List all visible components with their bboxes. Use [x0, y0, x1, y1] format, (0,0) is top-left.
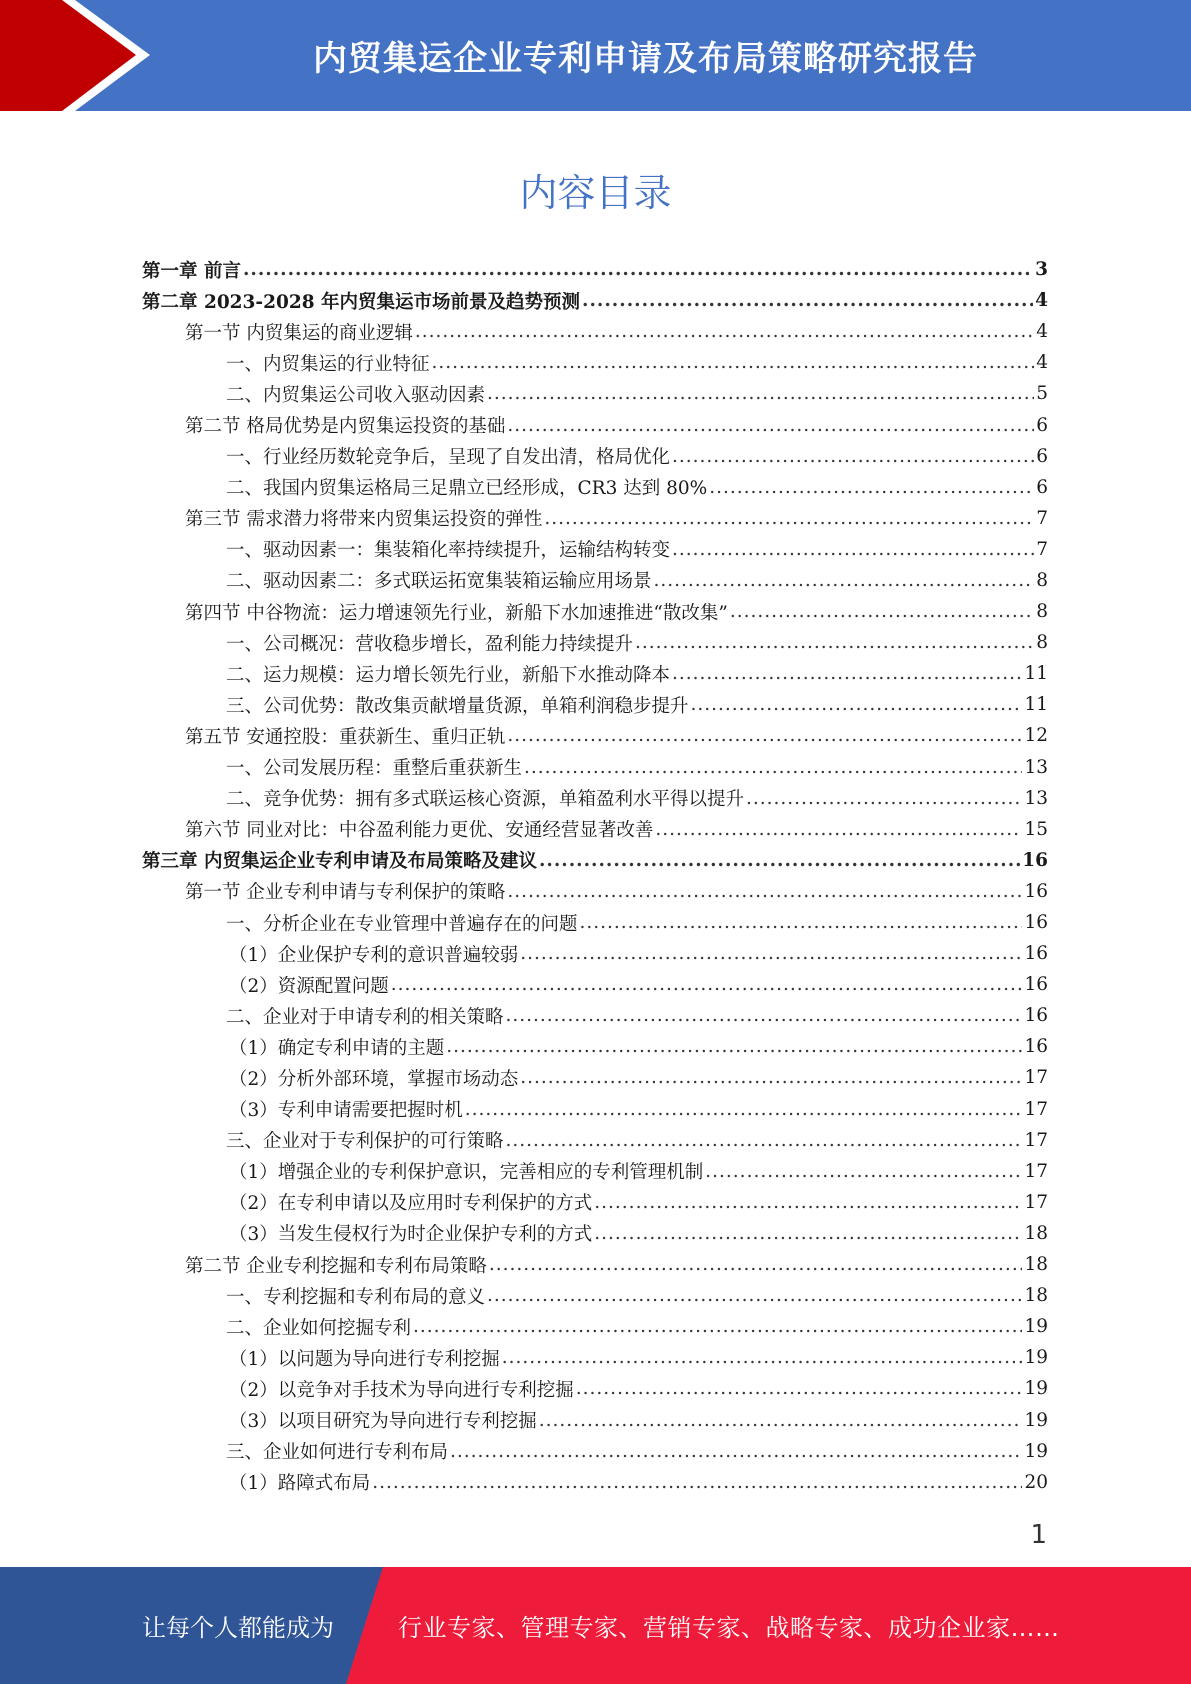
toc-dot-leader	[524, 757, 1022, 778]
toc-entry-page: 8	[1036, 632, 1048, 654]
toc-dot-leader	[582, 290, 1033, 311]
toc-entry-title: （1）增强企业的专利保护意识，完善相应的专利管理机制	[229, 1162, 704, 1184]
toc-dot-leader	[446, 1036, 1022, 1057]
toc-entry[interactable]	[142, 565, 1048, 596]
toc-dot-leader	[730, 601, 1034, 622]
toc-entry[interactable]	[142, 1125, 1048, 1156]
toc-entry-title: 一、专利挖掘和专利布局的意义	[226, 1286, 486, 1308]
toc-entry-title: （3）专利申请需要把握时机	[229, 1100, 463, 1122]
toc-entry-page: 7	[1036, 538, 1048, 560]
toc-entry-page: 16	[1024, 1036, 1048, 1058]
toc-entry[interactable]	[142, 254, 1048, 285]
toc-entry-title: （3）以项目研究为导向进行专利挖掘	[229, 1411, 537, 1433]
toc-entry-page: 19	[1024, 1378, 1048, 1400]
toc-entry-page: 17	[1024, 1191, 1048, 1213]
toc-entry-title: 第四节 中谷物流：运力增速领先行业，新船下水加速推进“散改集”	[185, 602, 728, 624]
toc-entry-title: 一、行业经历数轮竞争后，呈现了自发出清，格局优化	[226, 447, 671, 469]
toc-entry[interactable]	[142, 441, 1048, 472]
toc-entry[interactable]	[142, 1156, 1048, 1187]
toc-dot-leader	[391, 974, 1023, 995]
toc-entry-title: 一、内贸集运的行业特征	[226, 353, 430, 375]
toc-dot-leader	[432, 352, 1035, 373]
toc-entry-title: 二、企业如何挖掘专利	[226, 1317, 412, 1339]
toc-entry-page: 18	[1024, 1254, 1048, 1276]
toc-entry-page: 6	[1036, 414, 1048, 436]
toc-heading: 内容目录	[519, 171, 672, 215]
toc-entry[interactable]	[142, 1342, 1048, 1373]
toc-entry[interactable]	[142, 783, 1048, 814]
toc-entry[interactable]	[142, 347, 1048, 378]
toc-entry-title: 第五节 安通控股：重获新生、重归正轨	[185, 726, 506, 748]
toc-dot-leader	[450, 1441, 1022, 1462]
toc-entry-page: 11	[1024, 663, 1048, 685]
toc-dot-leader	[672, 446, 1034, 467]
toc-dot-leader	[544, 508, 1034, 529]
toc-entry-page: 20	[1024, 1471, 1048, 1493]
toc-entry-page: 19	[1024, 1316, 1048, 1338]
toc-dot-leader	[465, 1099, 1023, 1120]
toc-entry[interactable]	[142, 596, 1048, 627]
toc-entry-title: （1）企业保护专利的意识普遍较弱	[229, 944, 519, 966]
toc-entry-title: （1）路障式布局	[229, 1473, 371, 1495]
toc-entry[interactable]	[142, 938, 1048, 969]
toc-dot-leader	[487, 1285, 1022, 1306]
toc-entry-title: （1）以问题为导向进行专利挖掘	[229, 1348, 500, 1370]
toc-entry[interactable]	[142, 1000, 1048, 1031]
toc-entry-title: （2）以竞争对手技术为导向进行专利挖掘	[229, 1379, 574, 1401]
toc-dot-leader	[243, 259, 1033, 280]
toc-entry[interactable]	[142, 1280, 1048, 1311]
toc-entry-page: 5	[1036, 383, 1048, 405]
toc-entry-title: （3）当发生侵权行为时企业保护专利的方式	[229, 1224, 593, 1246]
toc-entry-title: 二、内贸集运公司收入驱动因素	[226, 384, 486, 406]
toc-dot-leader	[520, 943, 1022, 964]
toc-entry[interactable]	[142, 1467, 1048, 1498]
toc-dot-leader	[372, 1472, 1022, 1493]
page-number: 1	[1030, 1520, 1047, 1550]
toc-entry-page: 17	[1024, 1160, 1048, 1182]
toc-entry-page: 4	[1035, 290, 1048, 312]
toc-entry-page: 16	[1024, 912, 1048, 934]
toc-dot-leader	[502, 1347, 1023, 1368]
report-title: 内贸集运企业专利申请及布局策略研究报告	[313, 39, 978, 79]
toc-entry-title: 第一节 企业专利申请与专利保护的策略	[185, 882, 506, 904]
toc-entry-title: 三、企业对于专利保护的可行策略	[226, 1131, 504, 1153]
toc-dot-leader	[539, 850, 1020, 871]
toc-dot-leader	[415, 321, 1034, 342]
toc-entry-page: 16	[1022, 849, 1048, 871]
toc-dot-leader	[594, 1223, 1022, 1244]
toc-entry[interactable]	[142, 720, 1048, 751]
toc-entry-page: 6	[1036, 476, 1048, 498]
toc-entry-title: 一、驱动因素一：集装箱化率持续提升，运输结构转变	[226, 540, 671, 562]
toc-entry[interactable]	[142, 1249, 1048, 1280]
toc-entry[interactable]	[142, 658, 1048, 689]
toc-entry-page: 17	[1024, 1129, 1048, 1151]
toc-entry-page: 18	[1024, 1285, 1048, 1307]
toc-entry-title: （2）资源配置问题	[229, 975, 389, 997]
toc-entry-page: 19	[1024, 1440, 1048, 1462]
toc-entry-page: 17	[1024, 1067, 1048, 1089]
toc-entry[interactable]	[142, 409, 1048, 440]
toc-dot-leader	[507, 415, 1034, 436]
toc-entry-page: 15	[1024, 818, 1048, 840]
toc-dot-leader	[576, 1378, 1023, 1399]
toc-entry-page: 3	[1035, 259, 1048, 281]
toc-dot-leader	[487, 383, 1034, 404]
toc-entry[interactable]	[142, 1218, 1048, 1249]
toc-entry-page: 13	[1024, 756, 1048, 778]
toc-dot-leader	[507, 725, 1022, 746]
toc-entry-title: 二、运力规模：运力增长领先行业，新船下水推动降本	[226, 664, 671, 686]
toc-entry-page: 8	[1036, 601, 1048, 623]
toc-entry[interactable]	[142, 627, 1048, 658]
footer-slogan-right: 行业专家、管理专家、营销专家、战略专家、成功企业家……	[398, 1614, 1060, 1642]
toc-entry-page: 7	[1036, 507, 1048, 529]
toc-dot-leader	[580, 912, 1023, 933]
toc-dot-leader	[672, 539, 1034, 560]
toc-entry[interactable]	[142, 1031, 1048, 1062]
toc-entry-title: 二、驱动因素二：多式联运拓宽集装箱运输应用场景	[226, 571, 652, 593]
toc-entry-page: 11	[1024, 694, 1048, 716]
toc-entry-title: 二、我国内贸集运格局三足鼎立已经形成，CR3 达到 80%	[226, 478, 708, 500]
toc-entry[interactable]	[142, 752, 1048, 783]
toc-dot-leader	[705, 1161, 1022, 1182]
toc-dot-leader	[635, 632, 1034, 653]
toc-entry-title: 第二节 企业专利挖掘和专利布局策略	[185, 1255, 487, 1277]
toc-entry[interactable]	[142, 1187, 1048, 1218]
toc-entry-title: 第三章 内贸集运企业专利申请及布局策略及建议	[142, 851, 537, 873]
toc-entry[interactable]	[142, 1094, 1048, 1125]
toc-dot-leader	[709, 477, 1034, 498]
toc-dot-leader	[520, 1067, 1022, 1088]
footer-banner	[0, 1567, 1191, 1684]
toc-entry-title: 一、分析企业在专业管理中普遍存在的问题	[226, 913, 578, 935]
toc-entry-title: 三、公司优势：散改集贡献增量货源，单箱利润稳步提升	[226, 695, 689, 717]
toc-entry[interactable]	[142, 1404, 1048, 1435]
toc-dot-leader	[746, 788, 1022, 809]
toc-entry[interactable]	[142, 1436, 1048, 1467]
toc-entry-page: 6	[1036, 445, 1048, 467]
toc-entry[interactable]	[142, 689, 1048, 720]
toc-entry-page: 19	[1024, 1409, 1048, 1431]
toc-entry[interactable]	[142, 1311, 1048, 1342]
toc-dot-leader	[691, 694, 1023, 715]
toc-entry-page: 4	[1036, 321, 1048, 343]
toc-entry-page: 18	[1024, 1222, 1048, 1244]
toc-dot-leader	[594, 1192, 1022, 1213]
toc-entry[interactable]	[142, 285, 1048, 316]
table-of-contents	[142, 254, 1048, 1498]
toc-entry-page: 16	[1024, 880, 1048, 902]
toc-entry-title: 一、公司概况：营收稳步增长，盈利能力持续提升	[226, 633, 634, 655]
toc-dot-leader	[489, 1254, 1023, 1275]
toc-dot-leader	[539, 1410, 1023, 1431]
toc-entry-page: 19	[1024, 1347, 1048, 1369]
toc-dot-leader	[506, 1130, 1023, 1151]
toc-dot-leader	[507, 881, 1022, 902]
toc-entry[interactable]	[142, 814, 1048, 845]
toc-entry-title: 一、公司发展历程：重整后重获新生	[226, 758, 523, 780]
toc-entry-page: 4	[1036, 352, 1048, 374]
header-banner	[0, 0, 1191, 111]
toc-entry-title: （2）分析外部环境，掌握市场动态	[229, 1068, 519, 1090]
toc-dot-leader	[672, 663, 1022, 684]
toc-entry[interactable]	[142, 1062, 1048, 1093]
toc-entry-page: 16	[1024, 1005, 1048, 1027]
toc-entry[interactable]	[142, 378, 1048, 409]
toc-entry-title: 第三节 需求潜力将带来内贸集运投资的弹性	[185, 509, 543, 531]
toc-entry[interactable]	[142, 845, 1048, 876]
toc-dot-leader	[413, 1316, 1022, 1337]
toc-entry-page: 12	[1024, 725, 1048, 747]
toc-entry[interactable]	[142, 534, 1048, 565]
toc-entry-title: 第一章 前言	[142, 260, 241, 282]
toc-entry-title: 第六节 同业对比：中谷盈利能力更优、安通经营显著改善	[185, 820, 654, 842]
toc-entry-page: 16	[1024, 943, 1048, 965]
toc-entry-page: 8	[1036, 569, 1048, 591]
toc-entry[interactable]	[142, 876, 1048, 907]
toc-entry[interactable]	[142, 907, 1048, 938]
toc-entry-title: 第二节 格局优势是内贸集运投资的基础	[185, 416, 506, 438]
toc-entry-title: 二、企业对于申请专利的相关策略	[226, 1006, 504, 1028]
toc-dot-leader	[506, 1005, 1023, 1026]
toc-entry-title: 二、竞争优势：拥有多式联运核心资源，单箱盈利水平得以提升	[226, 789, 745, 811]
toc-entry[interactable]	[142, 316, 1048, 347]
toc-entry[interactable]	[142, 969, 1048, 1000]
toc-entry[interactable]	[142, 503, 1048, 534]
toc-dot-leader	[655, 819, 1022, 840]
toc-entry-page: 17	[1024, 1098, 1048, 1120]
footer-slogan-left: 让每个人都能成为	[142, 1614, 334, 1642]
toc-entry-title: 第二章 2023-2028 年内贸集运市场前景及趋势预测	[142, 291, 581, 313]
toc-dot-leader	[654, 570, 1035, 591]
toc-entry[interactable]	[142, 1373, 1048, 1404]
toc-entry-page: 13	[1024, 787, 1048, 809]
toc-entry-title: （1）确定专利申请的主题	[229, 1037, 445, 1059]
toc-entry-title: 三、企业如何进行专利布局	[226, 1442, 449, 1464]
toc-entry-title: （2）在专利申请以及应用时专利保护的方式	[229, 1193, 593, 1215]
toc-entry-page: 16	[1024, 974, 1048, 996]
toc-entry[interactable]	[142, 472, 1048, 503]
toc-entry-title: 第一节 内贸集运的商业逻辑	[185, 322, 413, 344]
